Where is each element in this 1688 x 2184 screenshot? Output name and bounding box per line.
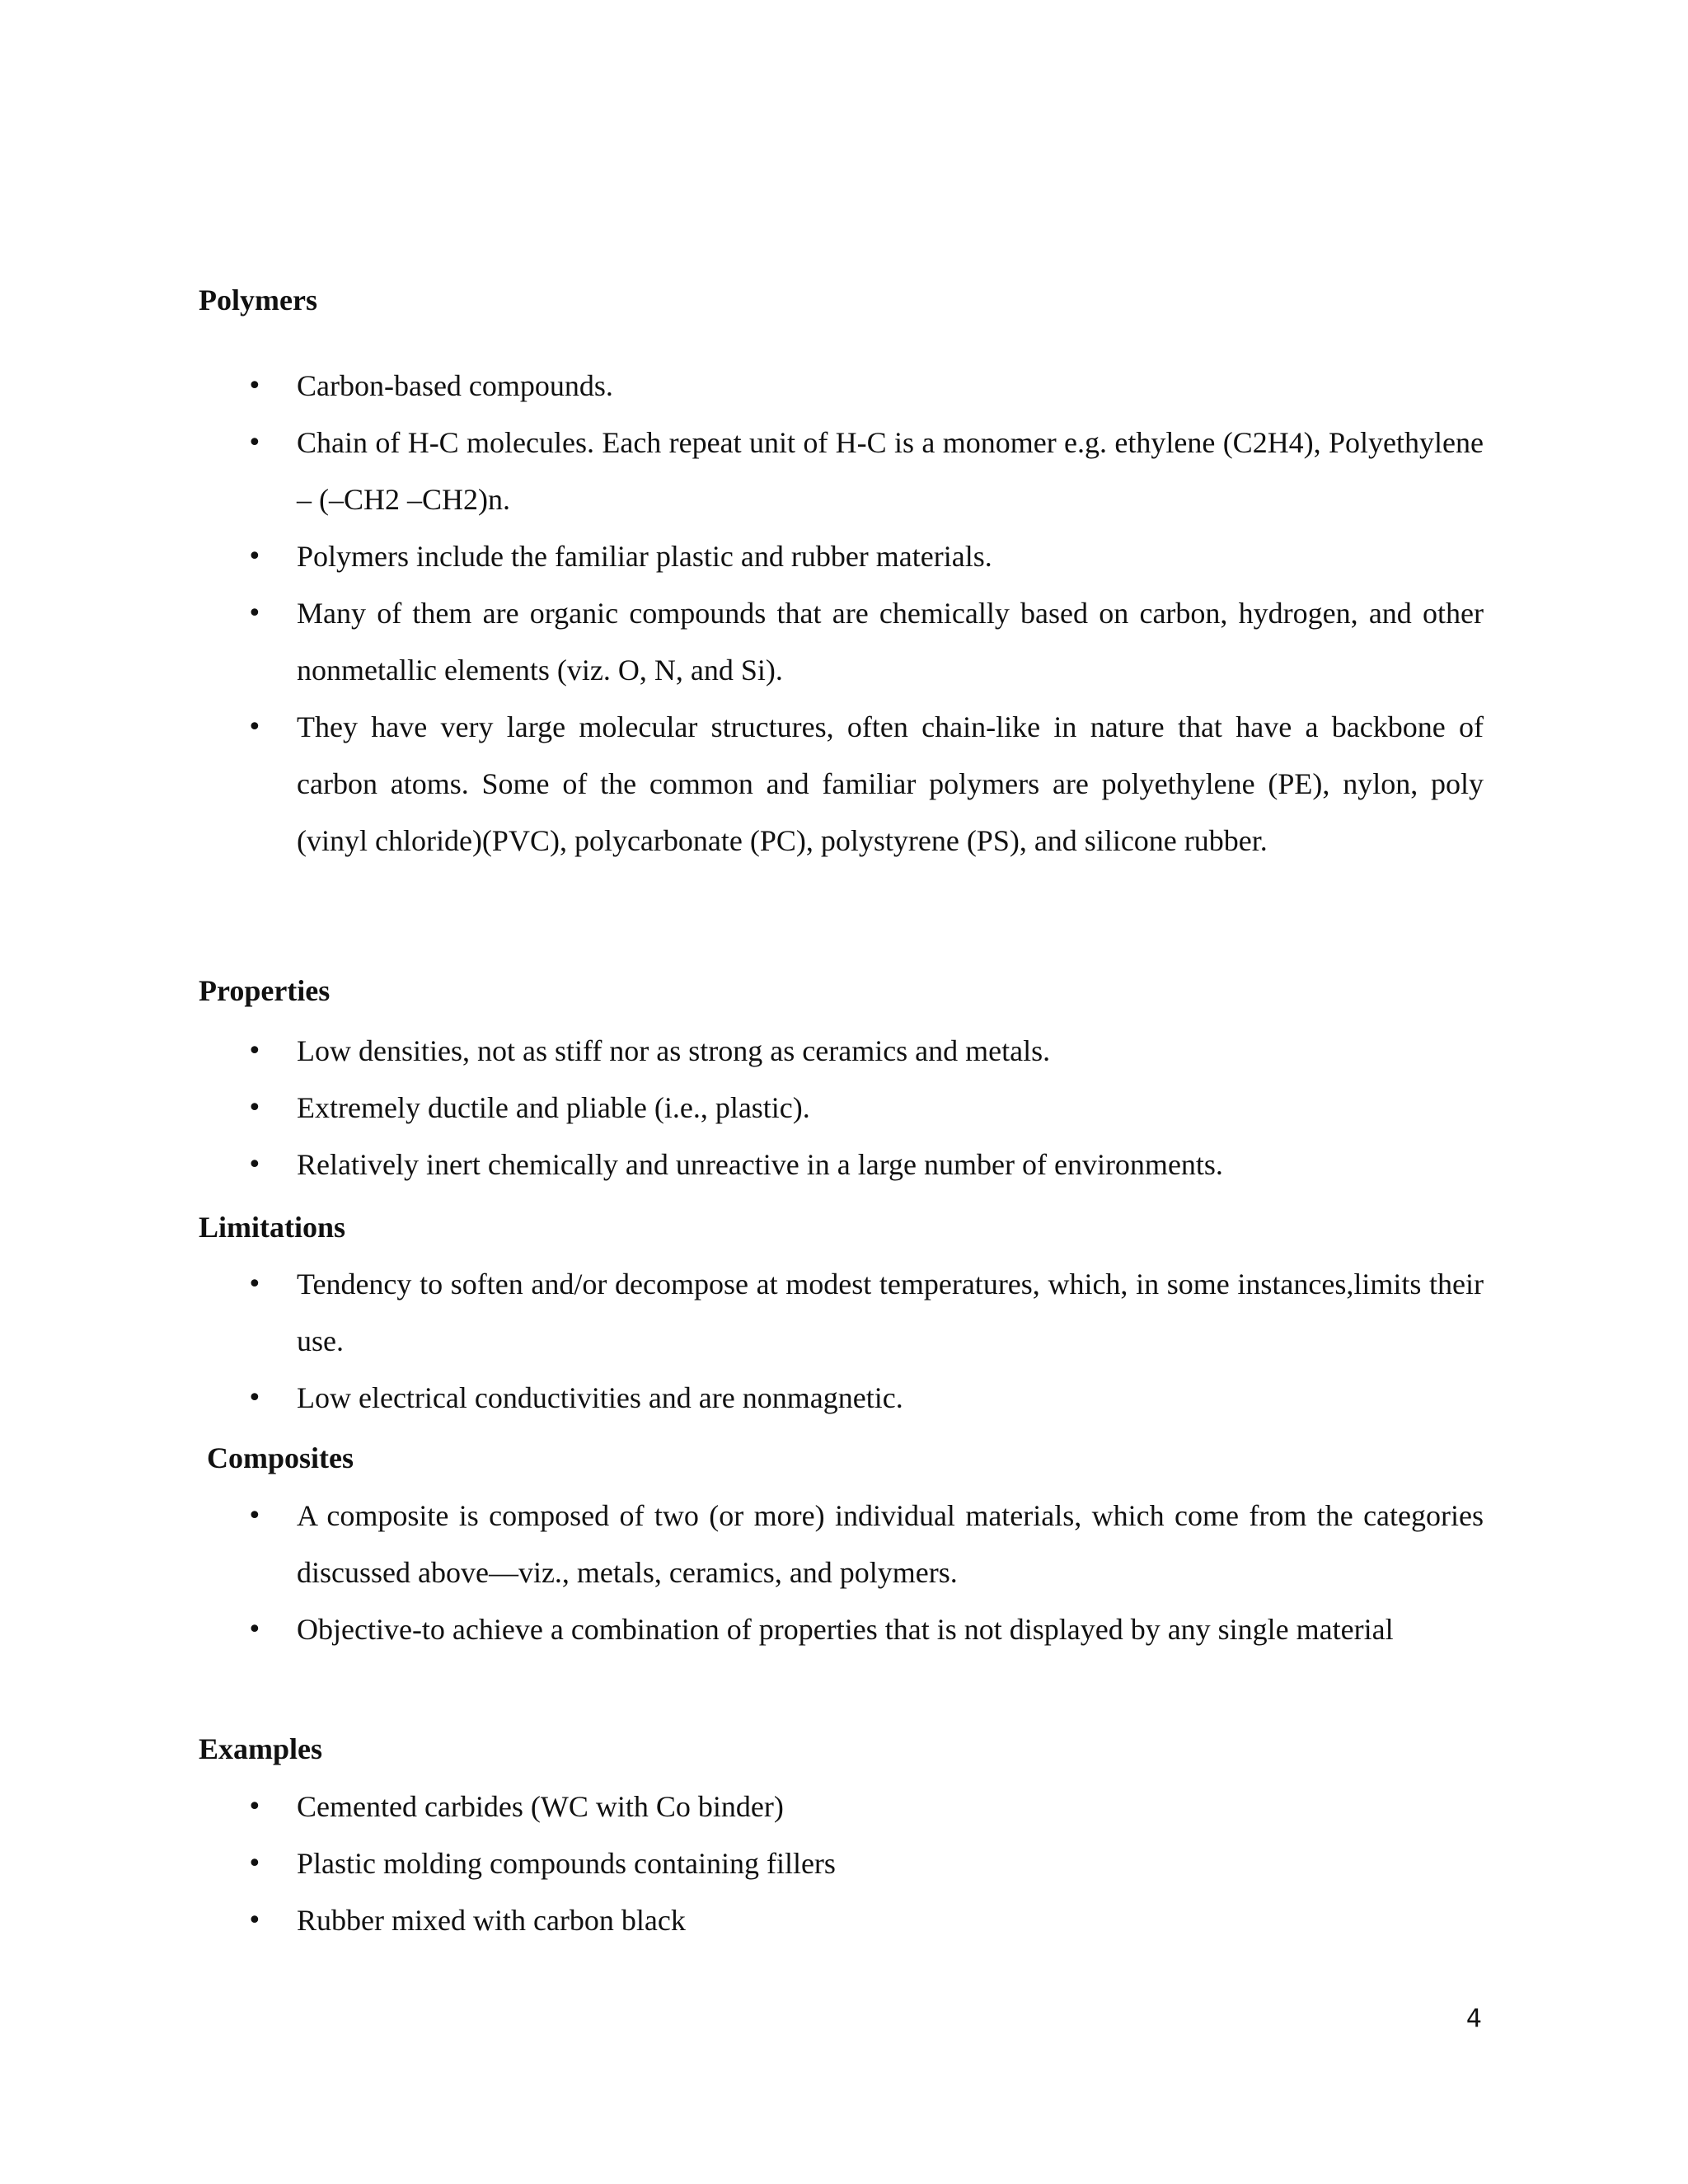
list-item <box>247 1370 1484 1427</box>
section-heading-polymers: Polymers <box>199 284 317 316</box>
list-item-text: Extremely ductile and pliable (i.e., plastic). <box>297 1091 810 1124</box>
list-item-text: Cemented carbides (WC with Co binder) <box>297 1790 784 1823</box>
bullet-icon: • <box>247 372 262 401</box>
list-item <box>247 1080 1484 1137</box>
list-item <box>247 699 1484 869</box>
list-item-text: Plastic molding compounds containing fillers <box>297 1847 836 1880</box>
bullet-icon: • <box>247 1793 262 1821</box>
bullet-icon: • <box>247 1906 262 1935</box>
bullet-icon: • <box>247 1094 262 1122</box>
list-item <box>247 415 1484 528</box>
bullet-list-limitations <box>247 1256 1484 1427</box>
list-item <box>247 1137 1484 1193</box>
bullet-list-examples <box>247 1779 1484 1949</box>
bullet-icon: • <box>247 542 262 571</box>
bullet-list-polymers <box>247 358 1484 869</box>
list-item-text: Low densities, not as stiff nor as strong as ceramics and metals. <box>297 1034 1051 1067</box>
list-item <box>247 1892 1484 1949</box>
bullet-icon: • <box>247 1849 262 1878</box>
bullet-list-properties <box>247 1023 1484 1193</box>
bullet-icon: • <box>247 1151 262 1179</box>
list-item <box>247 585 1484 699</box>
bullet-icon: • <box>247 1270 262 1299</box>
list-item <box>247 1256 1484 1370</box>
list-item-text: Many of them are organic compounds that are chemically based on carbon, hydrogen, and other nonmetallic elements (viz. O, N, and Si). <box>297 597 1484 687</box>
list-item <box>247 528 1484 585</box>
bullet-icon: • <box>247 1384 262 1413</box>
bullet-icon: • <box>247 713 262 742</box>
section-heading-limitations: Limitations <box>199 1211 346 1244</box>
bullet-icon: • <box>247 1037 262 1066</box>
list-item-text: Carbon-based compounds. <box>297 369 613 402</box>
bullet-list-composites <box>247 1488 1484 1658</box>
list-item <box>247 1835 1484 1892</box>
bullet-icon: • <box>247 1502 262 1530</box>
section-heading-examples: Examples <box>199 1732 323 1765</box>
list-item-text: They have very large molecular structures, often chain-like in nature that have a backbone of carbon atoms. Some of the common and familiar polymers are polyethylene (PE), nylon, poly (vinyl chloride)(PVC), polycarbonate (PC), polystyrene (PS), and silicone rubber. <box>297 710 1484 857</box>
list-item <box>247 1601 1484 1658</box>
bullet-icon: • <box>247 429 262 457</box>
bullet-icon: • <box>247 599 262 628</box>
list-item <box>247 1488 1484 1601</box>
list-item-text: Chain of H-C molecules. Each repeat unit of H-C is a monomer e.g. ethylene (C2H4), Polyethylene – (–CH2 –CH2)n. <box>297 426 1484 516</box>
list-item-text: Tendency to soften and/or decompose at modest temperatures, which, in some instances,limits their use. <box>297 1268 1484 1357</box>
list-item <box>247 1023 1484 1080</box>
section-heading-composites: Composites <box>207 1441 354 1474</box>
list-item <box>247 1779 1484 1835</box>
list-item-text: A composite is composed of two (or more) individual materials, which come from the categories discussed above—viz., metals, ceramics, and polymers. <box>297 1499 1484 1589</box>
list-item-text: Polymers include the familiar plastic and rubber materials. <box>297 540 992 573</box>
list-item-text: Low electrical conductivities and are nonmagnetic. <box>297 1381 903 1414</box>
list-item-text: Objective-to achieve a combination of properties that is not displayed by any single material <box>297 1613 1394 1646</box>
list-item-text: Relatively inert chemically and unreactive in a large number of environments. <box>297 1148 1223 1181</box>
page-number: 4 <box>1465 2004 1482 2033</box>
list-item-text: Rubber mixed with carbon black <box>297 1904 686 1937</box>
section-heading-properties: Properties <box>199 974 331 1007</box>
list-item <box>247 358 1484 415</box>
bullet-icon: • <box>247 1615 262 1644</box>
